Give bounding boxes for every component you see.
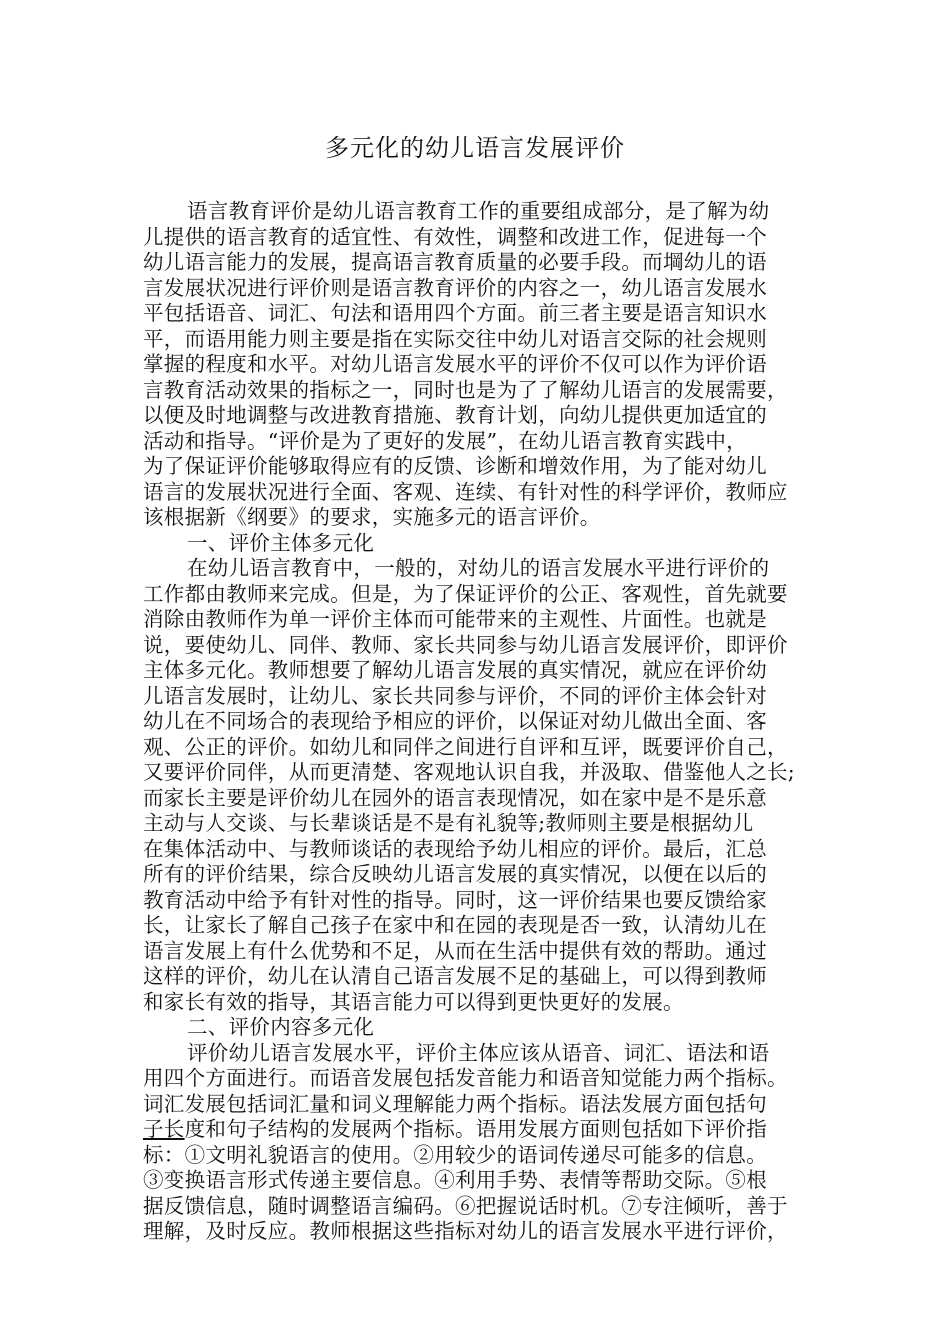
paragraph-line: 评价幼儿语言发展水平，评价主体应该从语音、词汇、语法和语 bbox=[187, 1040, 770, 1065]
paragraph-line: 词汇发展包括词汇量和词义理解能力两个指标。语法发展方面包括句 bbox=[143, 1091, 767, 1116]
paragraph-line: 儿提供的语言教育的适宜性、有效性，调整和改进工作，促进每一个 bbox=[143, 224, 767, 249]
paragraph-line: 又要评价同伴，从而更清楚、客观地认识自我，并汲取、借鉴他人之长; bbox=[143, 760, 796, 784]
paragraph-line: 语言发展上有什么优势和不足，从而在生活中提供有效的帮助。通过 bbox=[143, 938, 767, 963]
paragraph-line: 长，让家长了解自己孩子在家中和在园的表现是否一致，认清幼儿在 bbox=[143, 913, 767, 937]
paragraph-line: 主体多元化。教师想要了解幼儿语言发展的真实情况，就应在评价幼 bbox=[143, 658, 767, 682]
paragraph-line: 说，要使幼儿、同伴、教师、家长共同参与幼儿语言发展评价，即评价 bbox=[143, 632, 788, 657]
paragraph-line: 教育活动中给予有针对性的指导。同时，这一评价结果也要反馈给家 bbox=[143, 887, 767, 912]
paragraph-line: 言教育活动效果的指标之一，同时也是为了了解幼儿语言的发展需要， bbox=[143, 377, 788, 402]
paragraph-line: 标：①文明礼貌语言的使用。②用较少的语词传递尽可能多的信息。 bbox=[143, 1142, 767, 1167]
paragraph-line: 观、公正的评价。如幼儿和同伴之间进行自评和互评，既要评价自己， bbox=[143, 734, 788, 759]
paragraph-line: 幼儿在不同场合的表现给予相应的评价，以保证对幼儿做出全面、客 bbox=[143, 709, 767, 733]
paragraph-line: 活动和指导。“评价是为了更好的发展”，在幼儿语言教育实践中， bbox=[143, 428, 747, 453]
paragraph-line: 语言教育评价是幼儿语言教育工作的重要组成部分，是了解为幼 bbox=[187, 199, 770, 223]
document-body bbox=[143, 199, 818, 1245]
paragraph-line: 主动与人交谈、与长辈谈话是不是有礼貌等;教师则主要是根据幼儿 bbox=[143, 811, 754, 835]
underlined-word: 子长 bbox=[143, 1117, 185, 1141]
paragraph-line: 消除由教师作为单一评价主体而可能带来的主观性、片面性。也就是 bbox=[143, 607, 767, 631]
paragraph-line bbox=[143, 1117, 818, 1143]
paragraph-line: 在幼儿语言教育中，一般的，对幼儿的语言发展水平进行评价的 bbox=[187, 556, 770, 580]
section-heading: 二、评价内容多元化 bbox=[187, 1015, 375, 1039]
paragraph-line: 而家长主要是评价幼儿在园外的语言表现情况，如在家中是不是乐意 bbox=[143, 785, 767, 810]
paragraph-line: 幼儿语言能力的发展，提高语言教育质量的必要手段。而堈幼儿的语 bbox=[143, 250, 767, 274]
paragraph-line: 据反馈信息，随时调整语言编码。⑥把握说话时机。⑦专注倾听，善于 bbox=[143, 1193, 788, 1218]
document-title: 多元化的幼儿语言发展评价 bbox=[325, 134, 625, 162]
paragraph-line: 言发展状况进行评价则是语言教育评价的内容之一，幼儿语言发展水 bbox=[143, 275, 767, 300]
section-heading: 一、评价主体多元化 bbox=[187, 530, 375, 555]
paragraph-line: 工作都由教师来完成。但是，为了保证评价的公正、客观性，首先就要 bbox=[143, 581, 788, 606]
paragraph-line: ③变换语言形式传递主要信息。④利用手势、表情等帮助交际。⑤根 bbox=[143, 1168, 767, 1192]
paragraph-line: 用四个方面进行。而语音发展包括发音能力和语音知觉能力两个指标。 bbox=[143, 1066, 788, 1090]
paragraph-line: 平包括语音、词汇、句法和语用四个方面。前三者主要是语言知识水 bbox=[143, 301, 767, 325]
paragraph-line: 该根据新《纲要》的要求，实施多元的语言评价。 bbox=[143, 505, 601, 529]
paragraph-line: 和家长有效的指导，其语言能力可以得到更快更好的发展。 bbox=[143, 989, 684, 1014]
paragraph-line: 以便及时地调整与改进教育措施、教育计划，向幼儿提供更加适宜的 bbox=[143, 403, 767, 427]
paragraph-line-text: 度和句子结构的发展两个指标。语用发展方面则包括如下评价指 bbox=[184, 1117, 768, 1141]
paragraph-line: 理解，及时反应。教师根据这些指标对幼儿的语言发展水平进行评价， bbox=[143, 1219, 788, 1243]
paragraph-line: 所有的评价结果，综合反映幼儿语言发展的真实情况，以便在以后的 bbox=[143, 862, 767, 886]
paragraph-line: 儿语言发展时，让幼儿、家长共同参与评价，不同的评价主体会针对 bbox=[143, 683, 767, 708]
paragraph-line: 这样的评价，幼儿在认清自己语言发展不足的基础上，可以得到教师 bbox=[143, 964, 767, 988]
paragraph-line: 在集体活动中、与教师谈话的表现给予幼儿相应的评价。最后，汇总 bbox=[143, 836, 767, 861]
paragraph-line: 掌握的程度和水平。对幼儿语言发展水平的评价不仅可以作为评价语 bbox=[143, 352, 767, 376]
paragraph-line: 平，而语用能力则主要是指在实际交往中幼儿对语言交际的社会规则 bbox=[143, 326, 767, 351]
paragraph-line: 为了保证评价能够取得应有的反馈、诊断和增效作用，为了能对幼儿 bbox=[143, 454, 767, 478]
paragraph-line: 语言的发展状况进行全面、客观、连续、有针对性的科学评价，教师应 bbox=[143, 479, 788, 504]
